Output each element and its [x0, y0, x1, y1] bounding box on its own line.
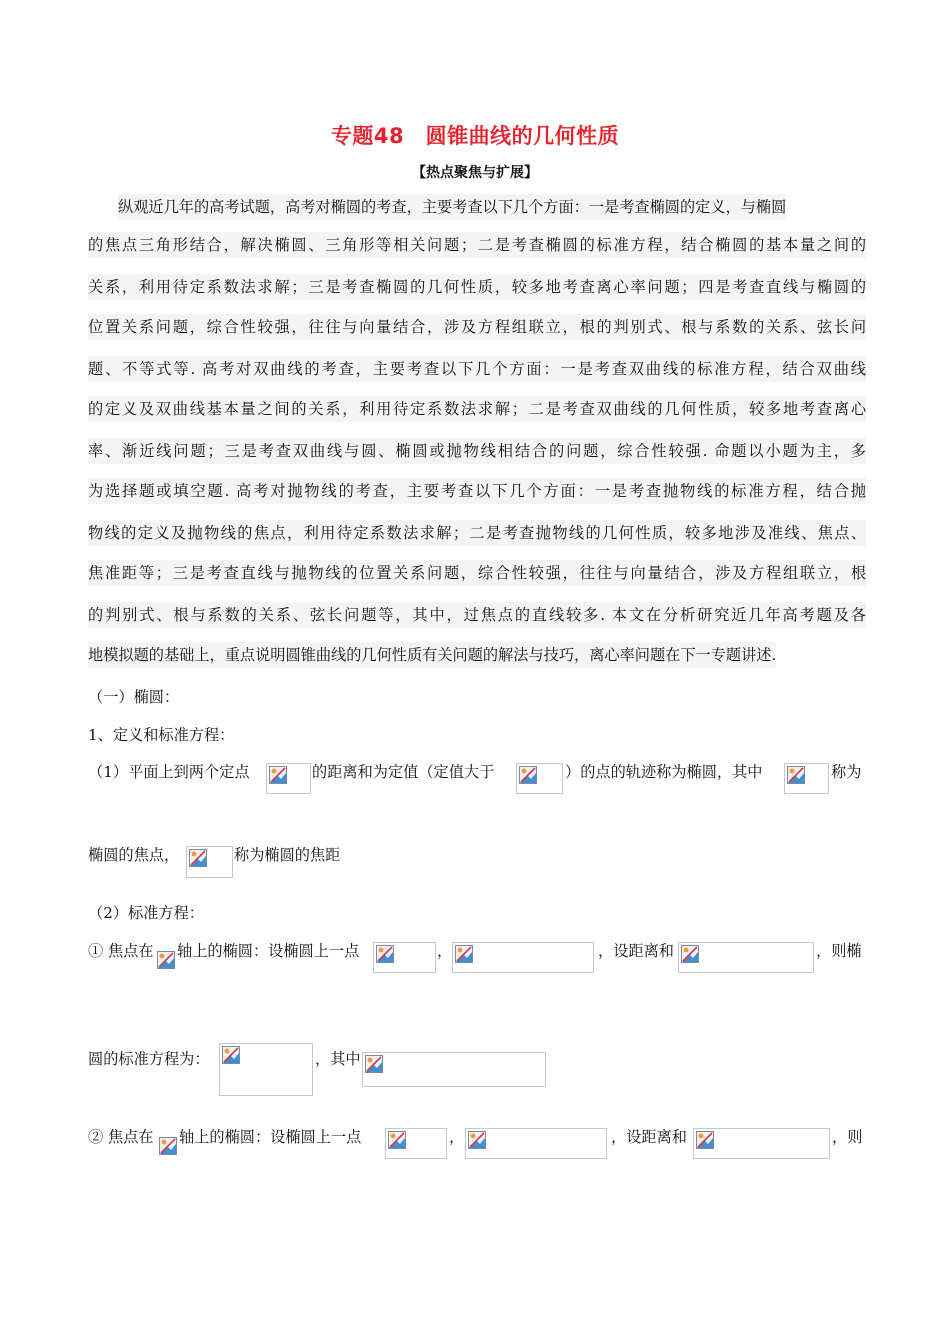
broken-image-icon: [519, 766, 537, 784]
formula-image-placeholder: [266, 763, 311, 794]
intro-line: 的焦点三角形结合，解决椭圆、三角形等相关问题；二是考查椭圆的标准方程，结合椭圆的基本量之间的: [88, 232, 866, 258]
formula-image-placeholder: [362, 1052, 546, 1087]
intro-line: 位置关系问题，综合性较强，往往与向量结合，涉及方程组联立，根的判别式、根与系数的关系、弦长问: [88, 314, 866, 340]
formula-image-placeholder: [693, 1128, 830, 1159]
broken-image-icon: [365, 1055, 383, 1073]
intro-line: 为选择题或填空题. 高考对抛物线的考查，主要考查以下几个方面：一是考查抛物线的标准方程，结合抛: [88, 478, 866, 504]
text-segment: 称为: [831, 763, 862, 781]
intro-line: 物线的定义及抛物线的焦点，利用待定系数法求解；二是考查抛物线的几何性质，较多地涉及准线、焦点、: [88, 520, 866, 546]
broken-image-icon: [787, 766, 805, 784]
text-segment: （1）平面上到两个定点: [88, 763, 250, 781]
section-subtitle: 【热点聚焦与扩展】: [412, 165, 538, 181]
broken-image-icon: [696, 1131, 714, 1149]
standard-equation-heading: （2）标准方程：: [88, 904, 204, 922]
formula-image-placeholder: [186, 846, 233, 878]
text-segment: ，: [437, 942, 453, 960]
text-segment: ，设距离和: [611, 1128, 687, 1146]
broken-image-icon: [159, 1137, 177, 1155]
text-segment: 椭圆的焦点，: [88, 846, 180, 864]
intro-line: 纵观近几年的高考试题，高考对椭圆的考查，主要考查以下几个方面：一是考查椭圆的定义，与椭圆: [118, 194, 786, 220]
formula-image-placeholder: [678, 942, 814, 973]
formula-image-placeholder: [219, 1043, 313, 1096]
broken-image-icon: [189, 849, 207, 867]
text-segment: 的距离和为定值（定值大于: [312, 763, 495, 781]
formula-image-placeholder: [784, 763, 829, 794]
intro-line: 地模拟题的基础上，重点说明圆锥曲线的几何性质有关问题的解法与技巧，离心率问题在下一专题讲述.: [88, 642, 776, 668]
formula-image-placeholder: [373, 942, 436, 973]
intro-line: 的判别式、根与系数的关系、弦长问题等，其中，过焦点的直线较多. 本文在分析研究近几年高考题及各: [88, 602, 866, 628]
formula-image-placeholder: [385, 1128, 447, 1159]
text-segment: ，其中: [315, 1050, 361, 1068]
broken-image-icon: [468, 1131, 486, 1149]
text-segment: ，则: [832, 1128, 863, 1146]
broken-image-icon: [388, 1131, 406, 1149]
intro-line: 焦准距等；三是考查直线与抛物线的位置关系问题，综合性较强，往往与向量结合，涉及方程组联立，根: [88, 560, 866, 586]
formula-image-placeholder: [516, 763, 563, 794]
broken-image-icon: [681, 945, 699, 963]
page-title: 专题48 圆锥曲线的几何性质: [330, 124, 620, 148]
intro-line: 的定义及双曲线基本量之间的关系，利用待定系数法求解；二是考查双曲线的几何性质，较多地考查离心: [88, 396, 866, 422]
intro-line: 题、不等式等. 高考对双曲线的考查，主要考查以下几个方面：一是考查双曲线的标准方程，结合双曲线: [88, 356, 866, 382]
formula-image-placeholder: [452, 942, 594, 973]
text-segment: 轴上的椭圆：设椭圆上一点: [179, 1128, 362, 1146]
text-segment: ，: [449, 1128, 465, 1146]
intro-line: 率、渐近线问题；三是考查双曲线与圆、椭圆或抛物线相结合的问题，综合性较强. 命题以小题为主，多: [88, 438, 866, 464]
text-segment: ，设距离和: [598, 942, 674, 960]
text-segment: ② 焦点在: [88, 1128, 154, 1146]
intro-line: 关系，利用待定系数法求解；三是考查椭圆的几何性质，较多地考查离心率问题；四是考查直线与椭圆的: [88, 274, 866, 300]
broken-image-icon: [269, 766, 287, 784]
broken-image-icon: [222, 1046, 240, 1064]
formula-image-placeholder: [465, 1128, 607, 1159]
broken-image-icon: [455, 945, 473, 963]
text-segment: ）的点的轨迹称为椭圆，其中: [565, 763, 763, 781]
text-segment: ① 焦点在: [88, 942, 154, 960]
broken-image-icon: [157, 951, 175, 969]
section-heading-ellipse: （一）椭圆：: [88, 688, 180, 706]
broken-image-icon: [376, 945, 394, 963]
text-segment: 称为椭圆的焦距: [234, 846, 341, 864]
text-segment: 轴上的椭圆：设椭圆上一点: [177, 942, 360, 960]
text-segment: ，则椭: [816, 942, 862, 960]
text-segment: 圆的标准方程为：: [88, 1050, 210, 1068]
item-heading: 1、定义和标准方程：: [88, 726, 235, 744]
